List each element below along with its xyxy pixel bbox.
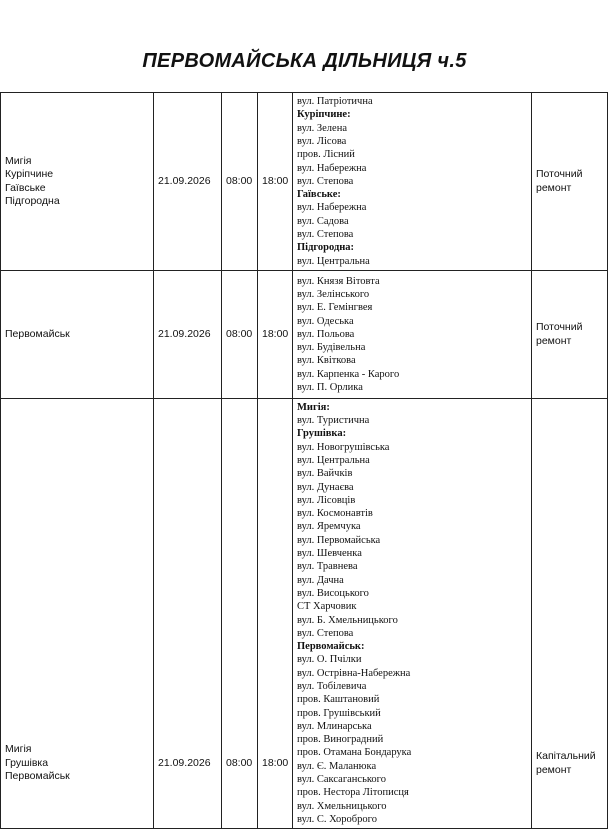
street-item: вул. Патріотична bbox=[297, 96, 373, 108]
street-item: вул. Вайчків bbox=[297, 468, 353, 480]
settlement-heading: Підгородна: bbox=[297, 242, 355, 254]
street-item: вул. Степова bbox=[297, 627, 354, 639]
street-item: вул. Висоцького bbox=[297, 587, 369, 599]
street-item: вул. Карпенка - Карого bbox=[297, 368, 400, 380]
start-time-cell: 08:00 bbox=[222, 271, 258, 399]
end-time-cell: 18:00 bbox=[258, 271, 293, 399]
street-item: вул. Набережна bbox=[297, 162, 367, 174]
street-item: вул. Млинарська bbox=[297, 720, 372, 732]
street-item: вул. Князя Вітовта bbox=[297, 275, 380, 287]
streets-cell bbox=[293, 93, 532, 271]
work-type-cell: Капітальний ремонт bbox=[532, 399, 608, 829]
table-row bbox=[1, 271, 608, 399]
street-item: пров. Виноградний bbox=[297, 734, 384, 746]
work-type-cell: Поточний ремонт bbox=[532, 271, 608, 399]
street-item: вул. Яремчука bbox=[297, 521, 361, 533]
street-item: вул. Е. Гемінгвея bbox=[297, 302, 373, 314]
street-item: вул. Лісовців bbox=[297, 494, 356, 506]
street-item: вул. Тобілевича bbox=[297, 680, 367, 692]
street-item: пров. Каштановий bbox=[297, 694, 380, 706]
date-cell: 21.09.2026 bbox=[154, 93, 222, 271]
street-item: вул. Лісова bbox=[297, 135, 347, 147]
settlement-heading: Курiпчине: bbox=[297, 109, 351, 121]
end-time-cell: 18:00 bbox=[258, 399, 293, 829]
street-item: вул. Дачна bbox=[297, 574, 344, 586]
street-item: вул. Травнева bbox=[297, 561, 358, 573]
street-item: вул. Будівельна bbox=[297, 342, 366, 354]
work-type-cell: Поточний ремонт bbox=[532, 93, 608, 271]
street-item: вул. Квіткова bbox=[297, 355, 356, 367]
settlements-cell: Мигія Курiпчине Гаївське Підгородна bbox=[1, 93, 154, 271]
streets-cell bbox=[293, 399, 532, 829]
street-item: вул. Центральна bbox=[297, 454, 370, 466]
street-item: вул. Саксаганського bbox=[297, 774, 386, 786]
street-item: вул. Степова bbox=[297, 175, 354, 187]
settlement-heading: Мигія: bbox=[297, 401, 330, 413]
settlements-cell: Мигія Грушівка Первомайськ bbox=[1, 399, 154, 829]
street-item: вул. Первомайська bbox=[297, 534, 381, 546]
street-item: пров. Отамана Бондарука bbox=[297, 747, 412, 759]
street-item: вул. Польова bbox=[297, 328, 355, 340]
page-title: ПЕРВОМАЙСЬКА ДІЛЬНИЦЯ ч.5 bbox=[142, 50, 467, 72]
start-time-cell: 08:00 bbox=[222, 93, 258, 271]
street-item: вул. П. Орлика bbox=[297, 382, 363, 394]
street-item: вул. Хмельницького bbox=[297, 800, 387, 812]
street-item: вул. О. Пчілки bbox=[297, 654, 362, 666]
street-item: вул. Одеська bbox=[297, 315, 354, 327]
table-row bbox=[1, 399, 608, 829]
settlement-heading: Грушівка: bbox=[297, 428, 347, 440]
street-item: пров. Грушівський bbox=[297, 707, 381, 719]
start-time-cell: 08:00 bbox=[222, 399, 258, 829]
end-time-cell: 18:00 bbox=[258, 93, 293, 271]
table-row bbox=[1, 93, 608, 271]
street-item: вул. Б. Хмельницького bbox=[297, 614, 398, 626]
streets-cell bbox=[293, 271, 532, 399]
street-item: пров. Лісний bbox=[297, 149, 355, 161]
date-cell: 21.09.2026 bbox=[154, 399, 222, 829]
street-item: вул. Новогрушівська bbox=[297, 441, 390, 453]
settlements-cell: Первомайськ bbox=[1, 271, 154, 399]
street-item: вул. Космонавтів bbox=[297, 508, 373, 520]
street-item: вул. Центральна bbox=[297, 255, 370, 267]
street-item: вул. Зелінського bbox=[297, 288, 370, 300]
street-item: пров. Нестора Літописця bbox=[297, 787, 409, 799]
settlement-heading: Первомайськ: bbox=[297, 641, 365, 653]
street-item: вул. Шевченка bbox=[297, 548, 362, 560]
settlement-heading: Гаївське: bbox=[297, 189, 341, 201]
street-item: вул. Туристична bbox=[297, 415, 370, 427]
street-item: вул. Острівна-Набережна bbox=[297, 667, 411, 679]
date-cell: 21.09.2026 bbox=[154, 271, 222, 399]
street-item: вул. С. Хороброго bbox=[297, 813, 377, 825]
street-item: вул. Набережна bbox=[297, 202, 367, 214]
street-item: вул. Дунаєва bbox=[297, 481, 354, 493]
street-item: вул. Зелена bbox=[297, 122, 347, 134]
street-item: вул. Садова bbox=[297, 215, 349, 227]
street-item: вул. Степова bbox=[297, 229, 354, 241]
street-item: СТ Харчовик bbox=[297, 601, 357, 613]
outage-schedule-table bbox=[0, 92, 608, 829]
street-item: вул. Є. Маланюка bbox=[297, 760, 377, 772]
